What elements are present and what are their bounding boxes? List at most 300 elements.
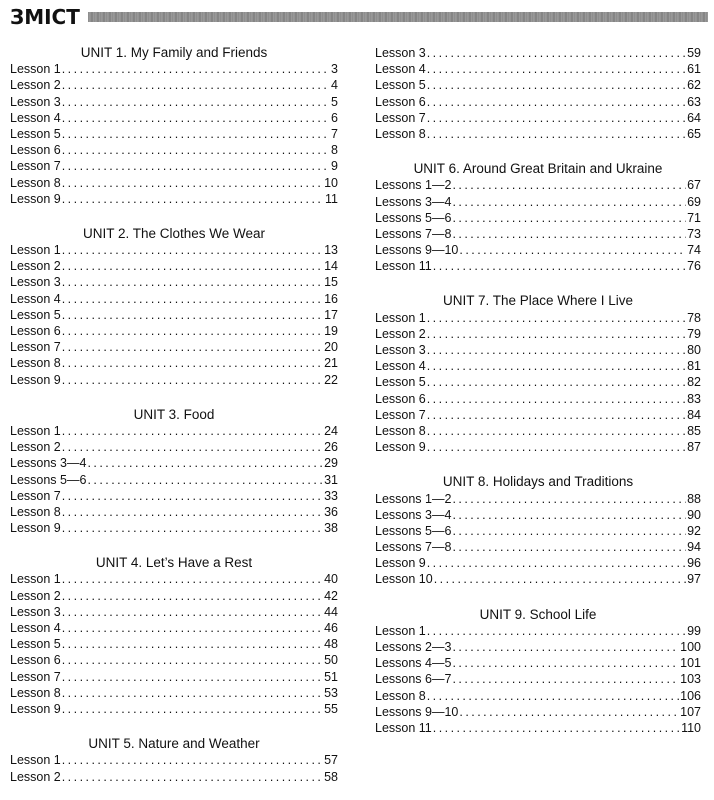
page-number: 48 [324,637,338,652]
toc-entry[interactable] [10,439,338,455]
page-number: 90 [687,507,701,522]
toc-entry[interactable] [375,571,701,587]
lesson-label: Lesson 6 [10,324,61,338]
dot-leader [62,701,323,717]
toc-unit [10,555,338,717]
unit-title: UNIT 8. Holidays and Traditions [442,474,634,490]
toc-entry[interactable] [10,158,338,174]
lesson-label: Lessons 4—5 [375,656,452,671]
toc-entry[interactable] [10,701,338,717]
lesson-label: Lesson 9 [10,372,61,387]
page-number: 42 [324,588,338,603]
dot-leader [452,210,686,226]
lesson-label: Lesson 1 [10,243,61,258]
lesson-label: Lesson 5 [375,78,426,93]
page-number: 51 [324,669,338,684]
page-number: 82 [687,375,701,390]
page-number: 3 [331,62,338,77]
dot-leader [62,520,323,536]
page-number: 57 [324,753,338,768]
dot-leader [62,504,323,520]
toc-unit [375,474,701,587]
dot-leader [62,769,323,785]
dot-leader [427,358,686,374]
toc-entry[interactable] [375,671,701,687]
lesson-label: Lesson 7 [10,340,61,355]
dot-leader [62,685,323,701]
toc-entry[interactable] [375,391,701,407]
dot-leader [62,126,330,142]
page-number: 26 [324,440,338,455]
toc-entry[interactable] [10,307,338,323]
toc-unit [10,226,338,388]
lesson-label: Lesson 8 [375,126,426,141]
unit-title: UNIT 7. The Place Where I Live [442,293,634,309]
toc-entry[interactable] [10,669,338,685]
toc-entry[interactable] [10,242,338,258]
page-number: 65 [687,126,701,141]
page-number: 107 [680,704,701,719]
lesson-label: Lesson 4 [375,62,426,77]
dot-leader [62,158,330,174]
page-number: 9 [331,159,338,174]
lesson-label: Lesson 5 [375,375,426,390]
dot-leader [427,326,686,342]
page-number: 62 [687,78,701,93]
lesson-label: Lesson 4 [375,359,426,374]
page-number: 110 [681,720,701,735]
toc-entry[interactable] [375,342,701,358]
dot-leader [62,258,323,274]
toc-entry[interactable] [10,620,338,636]
dot-leader [62,323,323,339]
page-number: 76 [687,259,701,274]
page-number: 67 [687,178,701,193]
dot-leader [427,688,679,704]
unit-title: UNIT 2. The Clothes We Wear [82,225,266,241]
unit-spacer [375,274,701,293]
lesson-label: Lesson 11 [375,720,432,735]
dot-leader [62,191,324,207]
page-number: 8 [331,143,338,158]
lesson-label: Lesson 7 [375,110,426,125]
toc-entry[interactable] [375,61,701,77]
lesson-label: Lesson 5 [10,126,61,141]
lesson-label: Lesson 10 [375,572,433,587]
dot-leader [62,274,323,290]
lesson-label: Lessons 3—4 [10,456,87,471]
toc-entry[interactable] [375,177,701,193]
toc-entry[interactable] [10,258,338,274]
page-number: 69 [687,194,701,209]
lesson-label: Lesson 6 [375,391,426,406]
page-number: 63 [687,94,701,109]
dot-leader [452,507,686,523]
page-number: 100 [680,640,701,654]
lesson-label: Lessons 2—3 [375,640,452,654]
lesson-label: Lesson 2 [10,588,61,603]
toc-entry[interactable] [10,323,338,339]
page-number: 97 [687,572,701,587]
lesson-label: Lesson 9 [10,191,61,206]
dot-leader [427,391,686,407]
lesson-label: Lessons 9—10 [375,243,459,258]
unit-title: UNIT 6. Around Great Britain and Ukraine [413,161,663,177]
lesson-label: Lessons 5—6 [10,472,87,487]
dot-leader [427,61,686,77]
lesson-label: Lesson 1 [10,62,61,77]
dot-leader [62,752,323,768]
lesson-label: Lesson 9 [375,556,426,571]
toc-entry[interactable] [10,472,338,488]
toc-entry[interactable] [10,604,338,620]
lesson-label: Lessons 5—6 [375,523,452,538]
unit-spacer [10,388,338,407]
dot-leader [62,439,323,455]
lesson-label: Lessons 9—10 [375,704,459,719]
lesson-label: Lesson 8 [10,685,61,700]
dot-leader [452,491,686,507]
page-number: 22 [324,372,338,387]
dot-leader [87,455,323,471]
toc-entry[interactable] [10,636,338,652]
lesson-label: Lessons 3—4 [375,507,452,522]
page-number: 79 [687,326,701,341]
dot-leader [452,523,686,539]
page-number: 61 [687,62,701,77]
lesson-label: Lesson 9 [375,440,426,455]
lesson-label: Lessons 5—6 [375,210,452,225]
lesson-label: Lesson 3 [10,604,61,619]
lesson-label: Lesson 1 [10,753,61,768]
dot-leader [62,110,330,126]
toc-entry[interactable] [375,45,701,61]
toc-unit [10,407,338,537]
toc-entry[interactable] [10,571,338,587]
page-number: 17 [324,307,338,322]
dot-leader [427,45,686,61]
dot-leader [62,77,330,93]
toc-entry[interactable] [10,142,338,158]
page-number: 29 [324,456,338,471]
dot-leader [452,194,686,210]
toc-entry[interactable] [375,258,701,274]
toc-entry[interactable] [375,194,701,210]
page-title: ЗМІСТ [10,5,80,29]
lesson-label: Lesson 3 [10,275,61,290]
unit-title: UNIT 3. Food [133,406,215,422]
toc-entry[interactable] [375,110,701,126]
unit-spacer [375,142,701,161]
page-number: 6 [331,110,338,125]
lesson-label: Lesson 7 [10,488,61,503]
toc-entry[interactable] [10,339,338,355]
page-number: 84 [687,407,701,422]
page-number: 55 [324,701,338,716]
page-number: 4 [331,78,338,93]
lesson-label: Lesson 6 [375,94,426,109]
toc-entry[interactable] [375,310,701,326]
dot-leader [62,61,330,77]
toc-entry[interactable] [375,655,701,671]
page-header [10,5,710,29]
page-number: 73 [687,226,701,241]
toc-entry[interactable] [375,720,701,736]
page-number: 19 [324,324,338,338]
page-number: 7 [331,126,338,141]
unit-spacer [10,207,338,226]
toc-unit [375,45,701,142]
toc-entry[interactable] [10,61,338,77]
dot-leader [433,258,686,274]
unit-title: UNIT 5. Nature and Weather [88,736,260,752]
toc-entry[interactable] [10,355,338,371]
lesson-label: Lesson 2 [10,259,61,274]
toc-entry[interactable] [375,523,701,539]
toc-entry[interactable] [10,455,338,471]
toc-column-left [10,45,338,785]
toc-entry[interactable] [10,652,338,668]
lesson-label: Lessons 3—4 [375,194,452,209]
page-number: 46 [324,621,338,635]
dot-leader [427,623,686,639]
lesson-label: Lesson 1 [375,310,426,325]
lesson-label: Lesson 7 [10,669,61,684]
page-number: 96 [687,556,701,571]
lesson-label: Lesson 8 [375,688,426,703]
lesson-label: Lesson 9 [10,521,61,536]
lesson-label: Lessons 7—8 [375,226,452,241]
unit-spacer [375,588,701,607]
dot-leader [427,126,686,142]
page-number: 20 [324,340,338,355]
page-number: 44 [324,604,338,619]
dot-leader [452,539,686,555]
page-number: 81 [687,359,701,374]
page-number: 92 [687,523,701,538]
toc-entry[interactable] [375,439,701,455]
page-number: 36 [324,504,338,519]
dot-leader [427,110,686,126]
toc-entry[interactable] [375,77,701,93]
dot-leader [62,488,323,504]
toc-entry[interactable] [375,623,701,639]
toc-entry[interactable] [10,504,338,520]
lesson-label: Lesson 6 [10,143,61,158]
dot-leader [427,77,686,93]
lesson-label: Lesson 7 [10,159,61,174]
dot-leader [427,94,686,110]
page-number: 38 [324,521,338,536]
unit-spacer [10,536,338,555]
toc-entry[interactable] [10,291,338,307]
dot-leader [62,669,323,685]
lesson-label: Lessons 6—7 [375,672,452,687]
toc-entry[interactable] [375,326,701,342]
toc-entry[interactable] [375,126,701,142]
dot-leader [62,636,323,652]
toc-entry[interactable] [375,507,701,523]
toc-entry[interactable] [10,191,338,207]
page-number: 85 [687,423,701,438]
toc-entry[interactable] [10,588,338,604]
toc-entry[interactable] [375,423,701,439]
lesson-label: Lesson 2 [10,78,61,93]
page-number: 64 [687,110,701,125]
toc-entry[interactable] [375,358,701,374]
dot-leader [427,423,686,439]
toc-entry[interactable] [375,688,701,704]
dot-leader [62,604,323,620]
lesson-label: Lesson 2 [375,326,426,341]
page-number: 50 [324,653,338,668]
dot-leader [62,94,330,110]
lesson-label: Lessons 7—8 [375,540,452,555]
dot-leader [62,307,323,323]
dot-leader [452,226,686,242]
dot-leader [427,439,686,455]
toc-entry[interactable] [375,539,701,555]
page-number: 71 [687,210,701,225]
toc-entry[interactable] [375,639,701,655]
page-number: 21 [324,356,338,371]
page-number: 80 [687,343,701,357]
unit-spacer [10,717,338,736]
dot-leader [452,671,679,687]
page-number: 11 [325,191,338,206]
toc-entry[interactable] [375,704,701,720]
dot-leader [459,242,686,258]
toc-entry[interactable] [375,491,701,507]
unit-spacer [375,455,701,474]
lesson-label: Lesson 5 [10,307,61,322]
unit-title: UNIT 9. School Life [479,606,597,622]
toc-entry[interactable] [375,242,701,258]
dot-leader [459,704,679,720]
toc-unit [375,607,701,737]
lesson-label: Lesson 6 [10,653,61,668]
toc-entry[interactable] [375,94,701,110]
page-number: 5 [331,94,338,109]
page-number: 103 [680,672,701,687]
toc-entry[interactable] [10,94,338,110]
toc-unit [10,45,338,207]
dot-leader [62,175,323,191]
dot-leader [62,291,323,307]
dot-leader [62,339,323,355]
page-number: 13 [324,243,338,258]
page-number: 99 [687,623,701,638]
lesson-label: Lesson 4 [10,291,61,306]
lesson-label: Lesson 8 [10,175,61,190]
lesson-label: Lesson 4 [10,621,61,635]
dot-leader [62,620,323,636]
dot-leader [87,472,323,488]
lesson-label: Lesson 3 [375,46,426,60]
dot-leader [452,177,686,193]
toc-entry[interactable] [10,423,338,439]
lesson-label: Lesson 1 [10,423,61,438]
lesson-label: Lesson 2 [10,440,61,455]
page-number: 24 [324,423,338,438]
page-number: 31 [324,472,338,487]
dot-leader [452,655,679,671]
page-number: 14 [324,259,338,274]
toc-unit [375,161,701,274]
page-number: 101 [680,656,701,671]
lesson-label: Lesson 1 [375,623,426,638]
toc-entry[interactable] [10,110,338,126]
header-decorative-bar [88,12,708,22]
unit-title: UNIT 4. Let’s Have a Rest [95,555,253,571]
page-number: 59 [687,46,701,60]
toc-column-right [375,45,701,736]
dot-leader [433,720,680,736]
toc-entry[interactable] [10,488,338,504]
page-number: 58 [324,769,338,784]
lesson-label: Lesson 3 [375,343,426,357]
lesson-label: Lessons 1—2 [375,178,452,193]
page-number: 106 [680,688,701,703]
toc-entry[interactable] [375,555,701,571]
dot-leader [62,372,323,388]
lesson-label: Lesson 8 [10,356,61,371]
page-number: 33 [324,488,338,503]
lesson-label: Lesson 1 [10,572,61,587]
lesson-label: Lesson 7 [375,407,426,422]
dot-leader [452,639,679,655]
lesson-label: Lesson 11 [375,259,432,274]
dot-leader [62,355,323,371]
page-number: 88 [687,491,701,506]
toc-entry[interactable] [10,769,338,785]
toc-entry[interactable] [375,210,701,226]
toc-entry[interactable] [10,126,338,142]
page-number: 10 [324,175,338,190]
dot-leader [427,555,686,571]
toc-entry[interactable] [375,374,701,390]
page-number: 83 [687,391,701,406]
toc-entry[interactable] [10,520,338,536]
dot-leader [62,423,323,439]
lesson-label: Lesson 5 [10,637,61,652]
page-number: 40 [324,572,338,587]
page-number: 74 [687,243,701,258]
toc-entry[interactable] [375,407,701,423]
dot-leader [62,652,323,668]
lesson-label: Lesson 8 [375,423,426,438]
dot-leader [427,310,686,326]
toc-unit [375,293,701,455]
toc-entry[interactable] [10,274,338,290]
toc-entry[interactable] [10,685,338,701]
lesson-label: Lesson 4 [10,110,61,125]
lesson-label: Lessons 1—2 [375,491,452,506]
lesson-label: Lesson 3 [10,94,61,109]
dot-leader [427,342,686,358]
toc-entry[interactable] [10,752,338,768]
lesson-label: Lesson 9 [10,701,61,716]
toc-entry[interactable] [10,175,338,191]
unit-title: UNIT 1. My Family and Friends [80,45,268,60]
toc-entry[interactable] [10,372,338,388]
page-number: 15 [324,275,338,290]
toc-entry[interactable] [10,77,338,93]
dot-leader [434,571,686,587]
toc-entry[interactable] [375,226,701,242]
dot-leader [62,588,323,604]
dot-leader [62,142,330,158]
